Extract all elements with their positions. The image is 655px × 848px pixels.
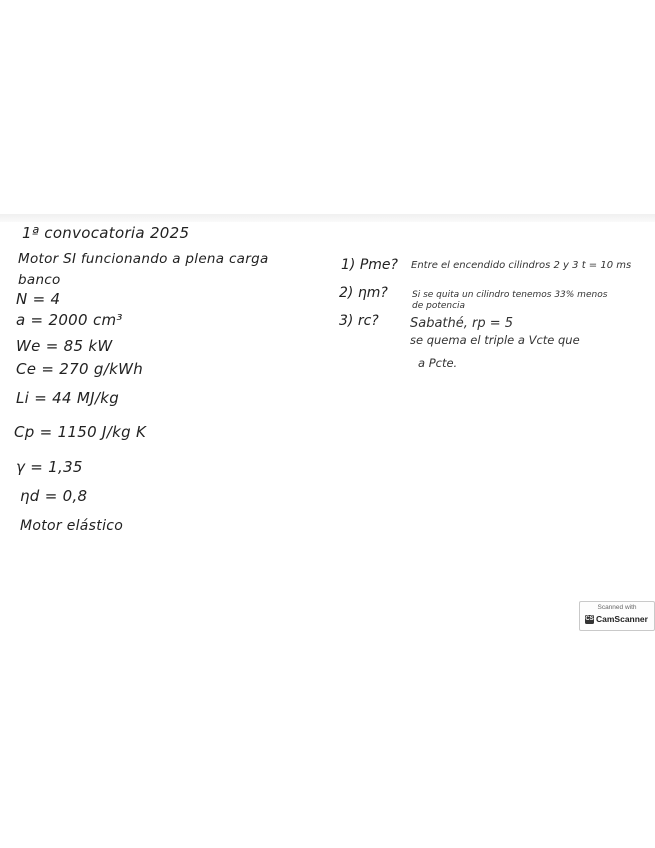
- camscanner-watermark: [579, 601, 655, 631]
- question-answer: Si se quita un cilindro tenemos 33% menos: [412, 290, 608, 300]
- given-line: Li = 44 MJ/kg: [16, 389, 120, 407]
- page-title: 1ª convocatoria 2025: [22, 224, 190, 242]
- given-line: γ = 1,35: [16, 458, 83, 476]
- given-line: Motor elástico: [20, 518, 124, 534]
- given-line: a = 2000 cm³: [16, 311, 123, 329]
- given-line: Ce = 270 g/kWh: [16, 360, 144, 378]
- question-label: 2) ηm?: [339, 285, 388, 301]
- watermark-brand: CamScanner: [596, 614, 648, 624]
- given-line: We = 85 kW: [16, 337, 113, 355]
- given-line: Cp = 1150 J/kg K: [14, 423, 147, 441]
- given-line: N = 4: [16, 290, 61, 308]
- question-answer: Entre el encendido cilindros 2 y 3 t = 10 ms: [411, 260, 632, 271]
- question-label: 3) rc?: [339, 313, 379, 329]
- scan-edge-shadow: [0, 214, 655, 222]
- camscanner-logo-icon: CS: [585, 616, 594, 622]
- question-answer: se quema el triple a Vcte que: [410, 333, 580, 347]
- question-answer: Sabathé, rp = 5: [410, 316, 514, 331]
- watermark-caption: Scanned with: [597, 604, 637, 611]
- question-answer: de potencia: [412, 301, 466, 311]
- given-line: Motor SI funcionando a plena carga: [18, 251, 269, 267]
- given-line: ηd = 0,8: [20, 487, 88, 505]
- question-label: 1) Pme?: [341, 257, 398, 273]
- question-answer: a Pcte.: [418, 356, 458, 370]
- given-line: banco: [18, 272, 61, 288]
